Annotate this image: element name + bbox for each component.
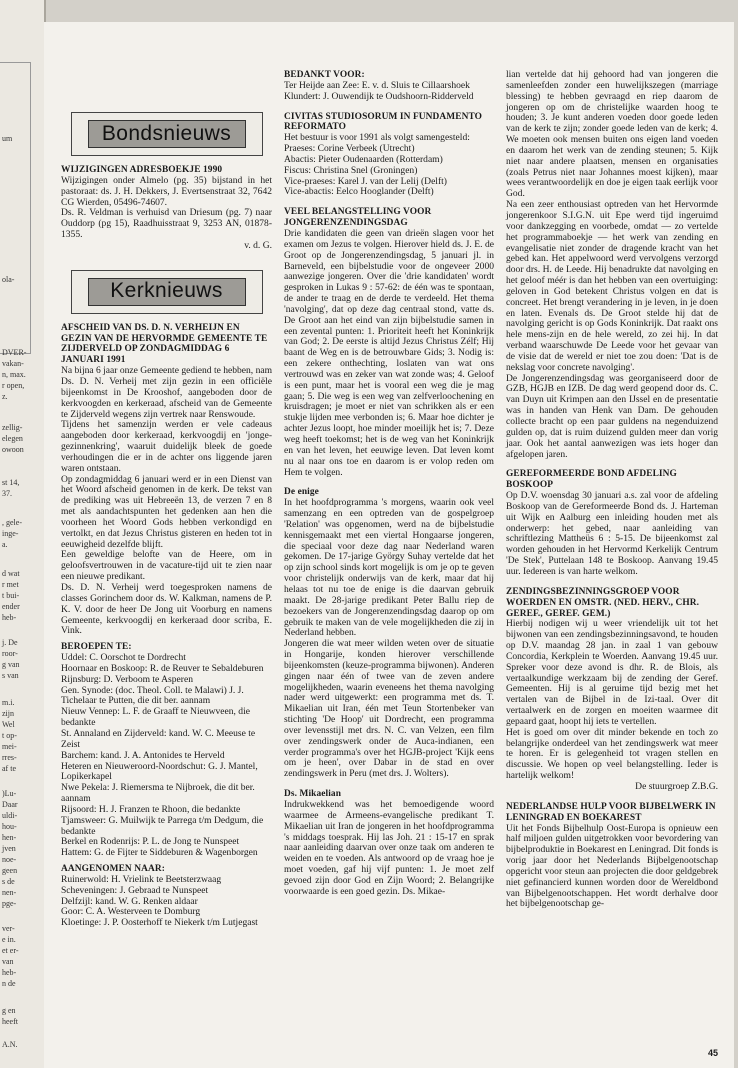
- beroepen-item: Uddel: C. Oorschot te Dordrecht: [61, 652, 186, 664]
- aangenomen-item: Kloetinge: J. P. Oosterhoff te Niekerk t/m Lutjegast: [61, 917, 258, 929]
- left-edge-fragment: mei-: [2, 742, 17, 751]
- left-edge-fragment: um: [2, 134, 13, 143]
- bijbelwerk-paragraph: Uit het Fonds Bijbelhulp Oost-Europa is opnieuw een half miljoen gulden uitgetrokken voor bevordering van bijbelproduktie in Boekarest en Leningrad. Dit fonds is vorig jaar door het Nederlands Bijbelgenootschap opgericht voor steun aan projecten die door geldgebrek niet gefinancierd kunnen worden door de Wereldbond van Bijbelgenootschappen. Het wordt derhalve door het bijbelgenootschap ge-: [506, 822, 718, 910]
- left-edge-fragment: t bui-: [2, 591, 20, 600]
- column-3: [506, 70, 718, 910]
- de-enige-paragraph: Jongeren die wat meer wilden weten over de situatie in Hongarije, konden hierover verschillende bijeenkomsten (keuze-programma bijwonen). Anderen gingen naar één of twee van de zeven andere mogelijkheden, waarin eveneens het thema navolging nader werd uitgewerkt: een programma met ds. T. Mikaelian uit Iran, één met Teun Stortenbeker van stichting 'De Hoop' uit Dordrecht, een programma over levensstijl met drs. N. C. van Velzen, een film over zendingswerk onder de Auca-indianen, een verder programma's over het HGJB-project 'Kijk eens om je heen', over Dabar in de stad en over zendingswerk in Peru (met drs. J. Wolters).: [284, 638, 494, 780]
- left-edge-fragment: r open,: [2, 381, 25, 390]
- bondsnieuws-banner: [71, 112, 263, 156]
- left-edge-fragment: van: [2, 957, 14, 966]
- de-enige-paragraph: In het hoofdprogramma 's morgens, waarin ook veel samenzang en een optreden van de gospelgroep 'Relation' was opgenomen, werd na de bijbelstudie kennisgemaakt met een viertal Hongaarse jongeren, die speciaal voor deze dag naar Nederland waren gekomen. De 17-jarige György Suhay vertelde dat het op zijn school sinds kort mogelijk is om je op te geven voor christelijk onderwijs van de kerk, maar dat hij helaas tot nu toe de enige is die daarvan gebruik maakt. De 28-jarige predikant Peter Ballu riep de bezoekers van de Jongerenzendingsdag daarop op om gebruik te maken van de vele mogelijkheden die zij in Nederland hebben.: [284, 497, 494, 639]
- left-edge-fragment: rres-: [2, 753, 17, 762]
- bijbelwerk-heading: NEDERLANDSE HULP VOOR BIJBELWERK IN LENINGRAD EN BOEKAREST: [506, 801, 716, 823]
- column-3-paragraph: De Jongerenzendingsdag was georganiseerd door de GZB, HGJB en IZB. De dag werd geopend door ds. C. van Duyn uit Krimpen aan den IJssel en de presentatie was in handen van Henk van Dam. De gehouden collecte bracht op een paar guldens na negenduizend gulden op, dat is ruim duizend gulden meer dan vorig jaar. Ook het aantal aanwezigen was iets hoger dan afgelopen jaren.: [506, 372, 718, 460]
- beroepen-item: Heteren en Nieuweroord-Noordschut: G. J. Mantel, Lopikerkapel: [61, 760, 258, 783]
- aangenomen-item: Ruinerwold: H. Vrielink te Beetsterzwaag: [61, 873, 222, 885]
- bedankt-item: Klundert: J. Ouwendijk te Oudshoorn-Ridderveld: [284, 90, 474, 102]
- wijzigingen-heading: WIJZIGINGEN ADRESBOEKJE 1990: [61, 165, 223, 175]
- left-edge-fragment: a.: [2, 540, 8, 549]
- de-enige-heading: De enige: [284, 487, 319, 498]
- left-edge-fragment: roor-: [2, 649, 18, 658]
- afscheid-paragraph: Tijdens het samenzijn werden er vele cadeaus aangeboden door kerkeraad, kerkvoogdij en 'jonge-gezinnenkring', waaruit duidelijk bleek de goede verhoudingen die er in de achter ons liggende jaren waren ontstaan.: [61, 419, 272, 474]
- left-edge-fragment: 37.: [2, 489, 12, 498]
- bondsnieuws-title: Bondsnieuws: [88, 120, 246, 148]
- afscheid-paragraph: Op zondagmiddag 6 januari werd er in een Dienst van het Woord afscheid genomen in de kerk. De tekst van de prediking was uit Hebreeën 13, de verzen 7 en 8 met als aandachtspunten het gedenken aan hen die voorheen het Woord Gods hebben verkondigd en vertolkt, en dat Jezus Christus gisteren en heden tot in eeuwigheid dezelfde blijft.: [61, 473, 272, 550]
- left-edge-fragment: noe-: [2, 855, 17, 864]
- civitas-heading: CIVITAS STUDIOSORUM IN FUNDAMENTO REFORMATO: [284, 111, 483, 133]
- beroepen-item: Nwe Pekela: J. Riemersma te Nijbroek, die dit ber. aannam: [61, 782, 255, 805]
- civitas-board-member: Praeses: Corine Verbeek (Utrecht): [284, 143, 415, 155]
- beroepen-list: [61, 653, 272, 859]
- aangenomen-list: [61, 875, 272, 929]
- left-edge-fragment: inge-: [2, 529, 19, 538]
- left-edge-fragment: t op-: [2, 731, 17, 740]
- beroepen-item: St. Annaland en Zijderveld: kand. W. C. Meeuse te Zeist: [61, 727, 256, 750]
- beroepen-item: Nieuw Vennep: L. F. de Graaff te Nieuwveen, die bedankte: [61, 706, 250, 729]
- civitas-list: [284, 144, 494, 198]
- bedankt-item: Ter Heijde aan Zee: E. v. d. Sluis te Cillaarshoek: [284, 79, 470, 91]
- column-3-paragraph: Na een zeer enthousiast optreden van het Hervormde jongerenkoor S.I.G.N. uit Epe werd tijd ingeruimd voor dankzegging en voorbede, omdat — zo vertelde het programmaboekje — het werk van zending en evangelisatie niet zonder de dragende kracht van het gebed kan. Het appelwoord werd vervolgens verzorgd door drs. H. de Leede. Hij benadrukte dat navolging en het geloof méér is dan het hebben van een overtuiging: geloven in God betekent Christus volgen en dat is concreet. Het brengt verandering in je leven, in je doen en laten. Evenals ds. De Groot stelde hij dat de navolging gericht is op Gods Koninkrijk. Dat raakt ons hele mens-zijn en de hele wereld, zo zei hij. In dat verband waarschuwde De Leede voor het gevaar van de visie dat de wereld er niet toe zou doen: 'Dat is de nekslag voor concrete navolging'.: [506, 199, 718, 373]
- left-edge-fragment: uldi-: [2, 811, 18, 820]
- kerknieuws-title: Kerknieuws: [88, 278, 246, 306]
- zendingsbezinningsgroep-paragraph: Het is goed om over dit minder bekende en toch zo belangrijke onderdeel van het zendingswerk wat meer te horen. Er is gelegenheid tot vragen stellen en discussie. We hopen op veel belangstelling. Ieder is hartelijk welkom!: [506, 726, 718, 782]
- afscheid-paragraph: Een geweldige belofte van de Heere, om in geloofsvertrouwen in de vacature-tijd uit te zien naar een nieuwe predikant.: [61, 549, 272, 583]
- gereformeerde-bond-heading: GEREFORMEERDE BOND AFDELING BOSKOOP: [506, 469, 677, 491]
- civitas-intro: Het bestuur is voor 1991 als volgt samengesteld:: [284, 132, 470, 144]
- aangenomen-item: Delfzijl: kand. W. G. Renken aldaar: [61, 895, 198, 907]
- left-edge-fragment: jven: [2, 844, 16, 853]
- zendingsbezinningsgroep-paragraph: Hierbij nodigen wij u weer vriendelijk uit tot het bijwonen van een zendingsbezinningsavond, te houden op D.V. maandag 28 jan. in zaal 1 van gebouw Concordia, Kerkplein te Woerden. Aanvang 19.45 uur. Spreker voor deze avond is dhr. R. de Blois, als vertaalkundige werkzaam bij de zending der Geref. Gemeenten. Hij is al geruime tijd bezig met het vertalen van de Bijbel in de Izi-taal. Over dit vertaalwerk en de zorgen en moeiten waarmee dit gepaard gaat, hoopt hij iets te vertellen.: [506, 618, 718, 727]
- aangenomen-item: Goor: C. A. Westerveen te Domburg: [61, 906, 201, 918]
- beroepen-item: Rijsoord: H. J. Franzen te Rhoon, die bedankte: [61, 803, 241, 815]
- aangenomen-heading: AANGENOMEN NAAR:: [61, 864, 165, 875]
- mikaelian-paragraph: Indrukwekkend was het bemoedigende woord waarmee de Armeens-evangelische predikant T. Mikaelian uit Iran de jongeren in het hoofdprogramma 's middags toesprak. Hij las Joh. 21 : 15-17 en sprak naar aanleiding daarvan over onze taak om anderen te weiden en te voeden. Als antwoord op de vraag hoe je moet voeden, gaf hij vijf punten: 1. Je moet zelf gevoed zijn door God en Zijn Woord; 2. Belangrijke voorwaarde is een goed gezin. Ds. Mikae-: [284, 799, 494, 897]
- afscheid-paragraph: Ds. D. N. Verheij werd toegesproken namens de classes Gorinchem door ds. W. Kalkman, namens de P. K. V. door de heer De Jong uit Voorburg en namens Gemeente, kerkvoogdij en kerkeraad door scriba, E. Vink.: [61, 582, 272, 637]
- left-edge-fragment: d wat: [2, 569, 20, 578]
- left-edge-fragment: n de: [2, 979, 16, 988]
- left-edge-fragment: j. De: [2, 638, 18, 647]
- mikaelian-heading: Ds. Mikaelian: [284, 789, 342, 800]
- jongerenzendingsdag-paragraph: Drie kandidaten die geen van drieën slagen voor het examen om Jezus te volgen. Hierover hield ds. J. E. de Groot op de Jongerenzendingsdag, 5 januari jl. in Barneveld, een bijbelstudie voor de ongeveer 2000 aanwezige jongeren. Over die 'drie kandidaten' wordt gesproken in Lukas 9 : 57-62: de één was te spontaan, de ander te traag en de derde te verdeeld. Het thema 'navolging', dat op deze dag centraal stond, vatte ds. De Groot aan het eind van zijn bijbelstudie samen in een zevental punten: 1. Prioriteit heeft het Koninkrijk van God; 2. De eerste is altijd Jezus Christus Zélf; Hij baant de Weg en is de betrouwbare Gids; 3. Nodig is: een zekere onthechting, loslaten van wat ons vertrouwd was en zeker van wat zonde was; 4. Geloof is een punt, maar het is vooral een weg die je mag gaan; 5. Die weg is een weg van zelfverloochening en kruisdragen; je moet er niet van schrikken als er een stukje lijden mee verbonden is; 6. Maar hoe dichter je achter Jezus loopt, hoe minder moeilijk het is; 7. Deze weg heeft toekomst; het is de weg van het Koninkrijk en van het leven, het eeuwige leven. Dat leven komt nu al naar ons toe en daarom is er volop reden om Hem te volgen.: [284, 227, 494, 478]
- zendingsbezinningsgroep-signature: De stuurgroep Z.B.G.: [635, 781, 718, 792]
- beroepen-item: Hoornaar en Boskoop: R. de Reuver te Sebaldeburen: [61, 662, 264, 674]
- left-edge-fragment: heb-: [2, 968, 17, 977]
- left-edge-fragment: ender: [2, 602, 20, 611]
- column-1: [61, 112, 272, 929]
- left-edge-fragment: s de: [2, 877, 15, 886]
- left-edge-fragment: af te: [2, 764, 16, 773]
- left-edge-fragment: DVER-: [2, 348, 27, 357]
- left-edge-fragment: e in.: [2, 935, 16, 944]
- afscheid-paragraph: Na bijna 6 jaar onze Gemeente gediend te hebben, nam Ds. D. N. Verheij met zijn gezin in een officiële bijeenkomst in De Krooshof, aangeboden door de kerkvoogden en kerkeraad, afscheid van de Gemeente te Zijderveld wegens zijn vertrek naar Renswoude.: [61, 365, 273, 420]
- afscheid-heading: AFSCHEID VAN DS. D. N. VERHEIJN EN GEZIN VAN DE HERVORMDE GEMEENTE TE ZIJDERVELD OP ZONDAGMIDDAG 6 JANUARI 1991: [61, 322, 268, 366]
- wijzigingen-paragraph: Wijzigingen onder Almelo (pg. 35) bijstand in het pastoraat: ds. J. H. Dekkers, J. Evertsenstraat 32, 7642 CG Wierden, 05496-74607.: [61, 174, 272, 208]
- left-edge-fragment: A.N.: [2, 1040, 18, 1049]
- left-edge-fragment: )Lu-: [2, 789, 17, 798]
- jongerenzendingsdag-heading: VEEL BELANGSTELLING VOOR JONGERENZENDINGSDAG: [284, 207, 432, 229]
- left-edge-fragment: m.i.: [2, 698, 15, 707]
- beroepen-item: Rijnsburg: D. Verboom te Asperen: [61, 673, 193, 685]
- left-edge-fragment: ver-: [2, 924, 15, 933]
- left-edge-fragment: hen-: [2, 833, 17, 842]
- left-edge-fragment: elegen: [2, 434, 23, 443]
- left-edge-fragment: st 14,: [2, 478, 20, 487]
- civitas-board-member: Abactis: Pieter Oudenaarden (Rotterdam): [284, 153, 443, 165]
- left-edge-fragment: zijn: [2, 709, 14, 718]
- bedankt-heading: BEDANKT VOOR:: [284, 70, 365, 80]
- page: [44, 22, 734, 1068]
- left-edge-fragment: et er-: [2, 946, 19, 955]
- aangenomen-item: Scheveningen: J. Gebraad te Nunspeet: [61, 884, 209, 896]
- left-edge-fragment: n, max.: [2, 370, 26, 379]
- wijzigingen-paragraph: Ds. R. Veldman is verhuisd van Driesum (pg. 7) naar Ouddorp (pg 15), Raadhuisstraat 9, 3253 AN, 01878-1355.: [61, 207, 272, 241]
- beroepen-heading: BEROEPEN TE:: [61, 642, 132, 653]
- left-edge-fragment: ola-: [2, 275, 15, 284]
- civitas-board-member: Vice-praeses: Karel J. van der Lelij (Delft): [284, 175, 447, 187]
- gereformeerde-bond-paragraph: Op D.V. woensdag 30 januari a.s. zal voor de afdeling Boskoop van de Gereformeerde Bond ds. J. Harteman uit Wijk en Aalburg een inleiding houden met als onderwerp: het gebed, naar aanleiding van schriftlezing Mattheüs 6 : 5-15. De bijeenkomst zal worden gehouden in het Hervormd Kerkelijk Centrum 'De Stek', Puttelaan 148 te Boskoop. Aanvang 19.45 uur. Iedereen is van harte welkom.: [506, 490, 718, 577]
- bedankt-list: [284, 81, 494, 103]
- left-edge-fragment: zellig-: [2, 423, 23, 432]
- column-3-paragraph: lian vertelde dat hij gehoord had van jongeren die samenleefden zonder een huwelijkszegen (marriage blessing) te hebben gevraagd en riep daarom de jongeren op om de christelijke waarden hoog te houden; 3. Je kunt anderen voeden door goede leden van de kerk te zijn; zonder goede leden van de kerk; 4. We moeten ook mensen buiten ons eigen land voeden en daarom het werk van de zending steunen; 5. Kijk niet naar andere plaatsen, mensen en organisaties (zoals Petrus niet naar Johannes moest kijken), maar wees verantwoordelijk en doe je eigen taak eerlijk voor God.: [506, 69, 718, 200]
- left-edge-fragment: pge-: [2, 899, 17, 908]
- left-edge-fragment: nen-: [2, 888, 17, 897]
- beroepen-item: Hattem: G. de Fijter te Siddeburen & Wagenborgen: [61, 847, 258, 859]
- civitas-board-member: Vice-abactis: Eelco Hooglander (Delft): [284, 186, 434, 198]
- zendingsbezinningsgroep-heading: ZENDINGSBEZINNINGSGROEP VOOR WOERDEN EN OMSTR. (NED. HERV., CHR. GEREF., GEREF. GEM.): [506, 586, 700, 619]
- column-2: [284, 70, 494, 898]
- wijzigingen-signature: v. d. G.: [244, 239, 272, 251]
- beroepen-item: Tjamsweer: G. Muilwijk te Parrega t/m Dedgum, die bedankte: [61, 814, 264, 837]
- civitas-board-member: Fiscus: Christina Snel (Groningen): [284, 164, 418, 176]
- left-edge-fragment: g van: [2, 660, 20, 669]
- beroepen-item: Berkel en Rodenrijs: P. L. de Jong te Nunspeet: [61, 836, 240, 848]
- beroepen-item: Barchem: kand. J. A. Antonides te Herveld: [61, 749, 225, 761]
- left-edge-box: [0, 62, 31, 354]
- left-edge-fragment: Wel: [2, 720, 15, 729]
- left-edge-fragment: Daar: [2, 800, 18, 809]
- left-edge-fragment: geen: [2, 866, 18, 875]
- left-edge-fragment: heeft: [2, 1017, 18, 1026]
- left-edge-fragment: hou-: [2, 822, 17, 831]
- left-edge-fragment: heb-: [2, 613, 17, 622]
- left-edge-fragment: z.: [2, 392, 8, 401]
- left-page-edge: [0, 0, 46, 1068]
- left-edge-fragment: , gele-: [2, 518, 22, 527]
- left-edge-fragment: s van: [2, 671, 19, 680]
- kerknieuws-banner: [71, 270, 263, 314]
- left-edge-fragment: r met: [2, 580, 19, 589]
- left-edge-fragment: owoon: [2, 445, 24, 454]
- left-edge-fragment: vakan-: [2, 359, 24, 368]
- page-number: 45: [707, 1048, 718, 1058]
- beroepen-item: Gen. Synode: (doc. Theol. Coll. te Malawi) J. J. Tichelaar te Putten, die dit ber. aannam: [61, 684, 244, 707]
- left-edge-fragment: g en: [2, 1006, 16, 1015]
